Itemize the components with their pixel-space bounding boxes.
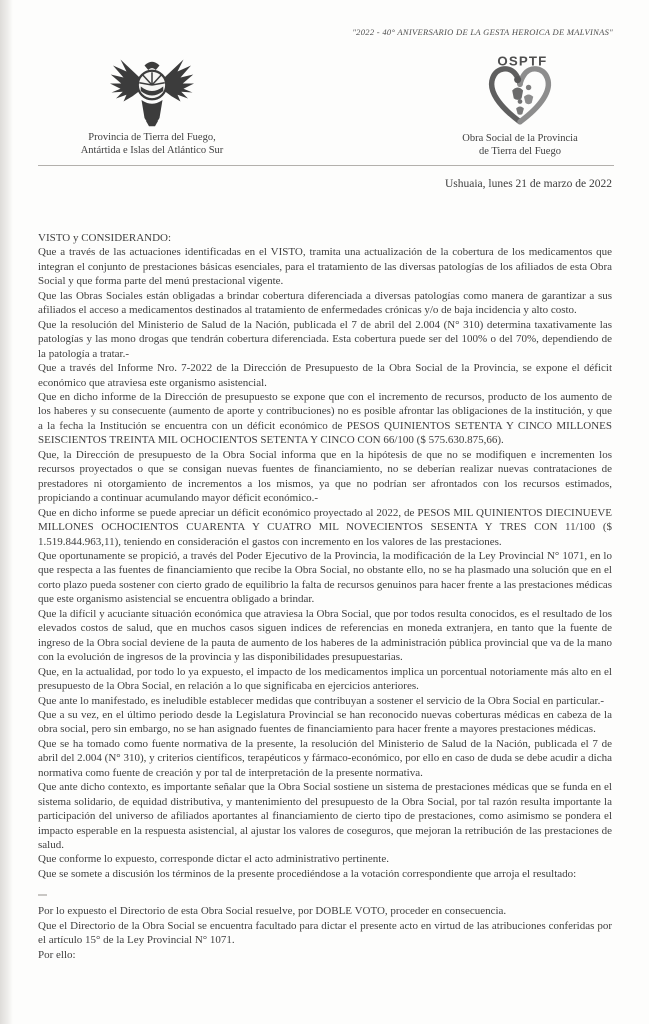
body-paragraph: Que a través de las actuaciones identificadas en el VISTO, tramita una actualización de la cobertura de los medicamentos que integran el conjunto de prestaciones básicas esenciales, para el tratamiento de las diversas patologías de los afiliados de esta Obra Social y que forma parte del menú prestacional vigente. — [38, 246, 612, 288]
visto-considerando-heading: VISTO y CONSIDERANDO: — [38, 232, 172, 244]
document-body — [38, 231, 612, 962]
body-paragraph: Que se ha tomado como fuente normativa de la presente, la resolución del Ministerio de Salud de la Nación, publicada el 7 de abril del 2.004 (N° 310), y criterios científicos, terapéuticos y fármaco-económico, por ello en caso de duda se debe acudir a dicha normativa como fuente de creación y por tal de interpretación de la presente normativa. — [38, 737, 612, 779]
body-paragraph: Que a su vez, en el último periodo desde la Legislatura Provincial se han reconocido nuevas coberturas médicas en cabeza de la obra social, pero sin embargo, no se han asignado fuentes de financiamiento para hacer frente a mayores prestaciones médicas. — [38, 708, 612, 736]
body-paragraph: Que ante lo manifestado, es ineludible establecer medidas que contribuyan a sostener el servicio de la Obra Social en particular.- — [38, 694, 604, 707]
header-motto: "2022 - 40° ANIVERSARIO DE LA GESTA HEROICA DE MALVINAS" — [352, 27, 613, 37]
body-paragraph: Que en dicho informe de la Dirección de presupuesto se expone que con el incremento de recursos, producto de los aumento de los haberes y su consecuente (aumento de aporte y contribuciones) no es posible afrontar las obligaciones de la institución, y que a la fecha la Institución se encuentra con un déficit económico de PESOS QUINIENTOS SETENTA Y CINCO MILLONES SEISCIENTOS TREINTA MIL OCHOCIENTOS SETENTA Y CINCO CON 66/100 ($ 575.630.875,66). — [38, 390, 612, 447]
dateline: Ushuaia, lunes 21 de marzo de 2022 — [444, 178, 612, 190]
osptf-logo-text: OSPTF — [497, 53, 548, 69]
body-paragraph: Que las Obras Sociales están obligadas a brindar cobertura diferenciada a diversas patologías como manera de garantizar a sus afiliados el acceso a medicamentos destinados al tratamiento de enfermedades crónicas y/o de baja incidencia y alto costo. — [38, 289, 612, 317]
body-paragraph: Que la resolución del Ministerio de Salud de la Nación, publicada el 7 de abril del 2.004 (N° 310) determina taxativamente las patologías y las mono drogas que tendrán cobertura diferenciada. Esta cobertura puede ser del 100% o del 70%, dependiendo de la patología a tratar.- — [38, 318, 612, 360]
scan-artifact-mark — [38, 894, 47, 896]
body-paragraph: Que en dicho informe se puede apreciar un déficit económico proyectado al 2022, de PESOS MIL QUINIENTOS DIECINUEVE MILLONES OCHOCIENTOS CUARENTA Y CUATRO MIL NOVECIENTOS SESENTA Y TRES CON 11/100 ($ 1.519.844.963,11), teniendo en consideración el gastos con incremento en los valores de las prestaciones. — [38, 506, 612, 548]
osptf-caption-line2: de Tierra del Fuego — [479, 146, 561, 157]
resolution-section — [38, 904, 612, 962]
provincia-header-block — [52, 55, 252, 157]
resolution-paragraph: Que el Directorio de la Obra Social se encuentra facultado para dictar el presente acto en virtud de las atribuciones conferidas por el artículo 15° de la Ley Provincial N° 1071. — [38, 919, 612, 947]
body-paragraph: Que, en la actualidad, por todo lo ya expuesto, el impacto de los medicamentos implica un porcentual notoriamente más alto en el presupuesto de la Obra Social, en relación a lo que significaba en ejercicios anteriores. — [38, 665, 612, 693]
body-paragraph: Que la difícil y acuciante situación económica que atraviesa la Obra Social, que por todos resulta conocidos, es el resultado de los elevados costos de salud, que en muchos casos siguen indices de referencias en moneda extranjera, en tanto que la fuente de ingreso de la Obra social deviene de la pauta de aumento de los haberes de la administración pública provincial que va de la mano con la evolución de ingresos de la provincia y las disponibilidades presupuestarias. — [38, 607, 612, 664]
osptf-caption-line1: Obra Social de la Provincia — [462, 133, 578, 144]
resolution-paragraph: Por ello: — [38, 948, 76, 961]
body-paragraph: Que se somete a discusión los términos de la presente procediéndose a la votación correspondiente que arroja el resultado: — [38, 867, 577, 880]
body-paragraph: Que a través del Informe Nro. 7-2022 de la Dirección de Presupuesto de la Obra Social de la Provincia, se expone el déficit económico que atraviesa este organismo asistencial. — [38, 362, 612, 389]
body-paragraph: Que oportunamente se propició, a través del Poder Ejecutivo de la Provincia, la modificación de la Ley Provincial N° 1071, en lo que respecta a las fuentes de financiamiento que recibe la Obra Social, no obstante ello, no se ha plasmado una solución que en el corto plazo pueda sostener con cierto grado de equilibrio la falta de recursos genuinos para hacer frente a las prestaciones médicas que este organismo asistencial se encuentra obligado a brindar. — [38, 549, 612, 606]
body-paragraph: Que, la Dirección de presupuesto de la Obra Social informa que en la hipótesis de que no se modifiquen e incrementen los recursos proyectados o que se consigan nuevas fuentes de financiamiento, no se deberían realizar nuevas contrataciones de prestadores ni otorgamiento de incrementos a los mismos, ya que no podrían ser afrontados con los recursos estimados, propiciando a continuar acumulando mayor déficit económico.- — [38, 448, 612, 505]
provincia-coat-of-arms-icon — [52, 55, 252, 127]
body-paragraph: Que ante dicho contexto, es importante señalar que la Obra Social sostiene un sistema de prestaciones médicas que se funda en el sistema solidario, de equidad distributiva, y mantenimiento del presupuesto de la Obra Social, por tal razón resulta importante la participación del universo de afiliados aportantes al financiamiento de cierto tipo de prestaciones, como asimismo se pondera el impacto esperable en la respuesta asistencial, al ajustar los valores de coseguros, que mejoran la retribución de las prestaciones de salud. — [38, 781, 612, 852]
provincia-caption-line1: Provincia de Tierra del Fuego, — [88, 132, 216, 143]
resolution-paragraph: Por lo expuesto el Directorio de esta Obra Social resuelve, por DOBLE VOTO, proceder en consecuencia. — [38, 905, 507, 918]
provincia-caption-line2: Antártida e Islas del Atlántico Sur — [80, 145, 224, 156]
body-paragraph: Que conforme lo expuesto, corresponde dictar el acto administrativo pertinente. — [38, 853, 389, 866]
osptf-header-block — [425, 50, 615, 158]
osptf-logo-icon — [425, 50, 615, 128]
scanned-page-edge — [0, 0, 13, 1024]
osptf-caption — [425, 132, 615, 158]
header-divider — [38, 165, 614, 166]
provincia-caption — [52, 131, 252, 157]
